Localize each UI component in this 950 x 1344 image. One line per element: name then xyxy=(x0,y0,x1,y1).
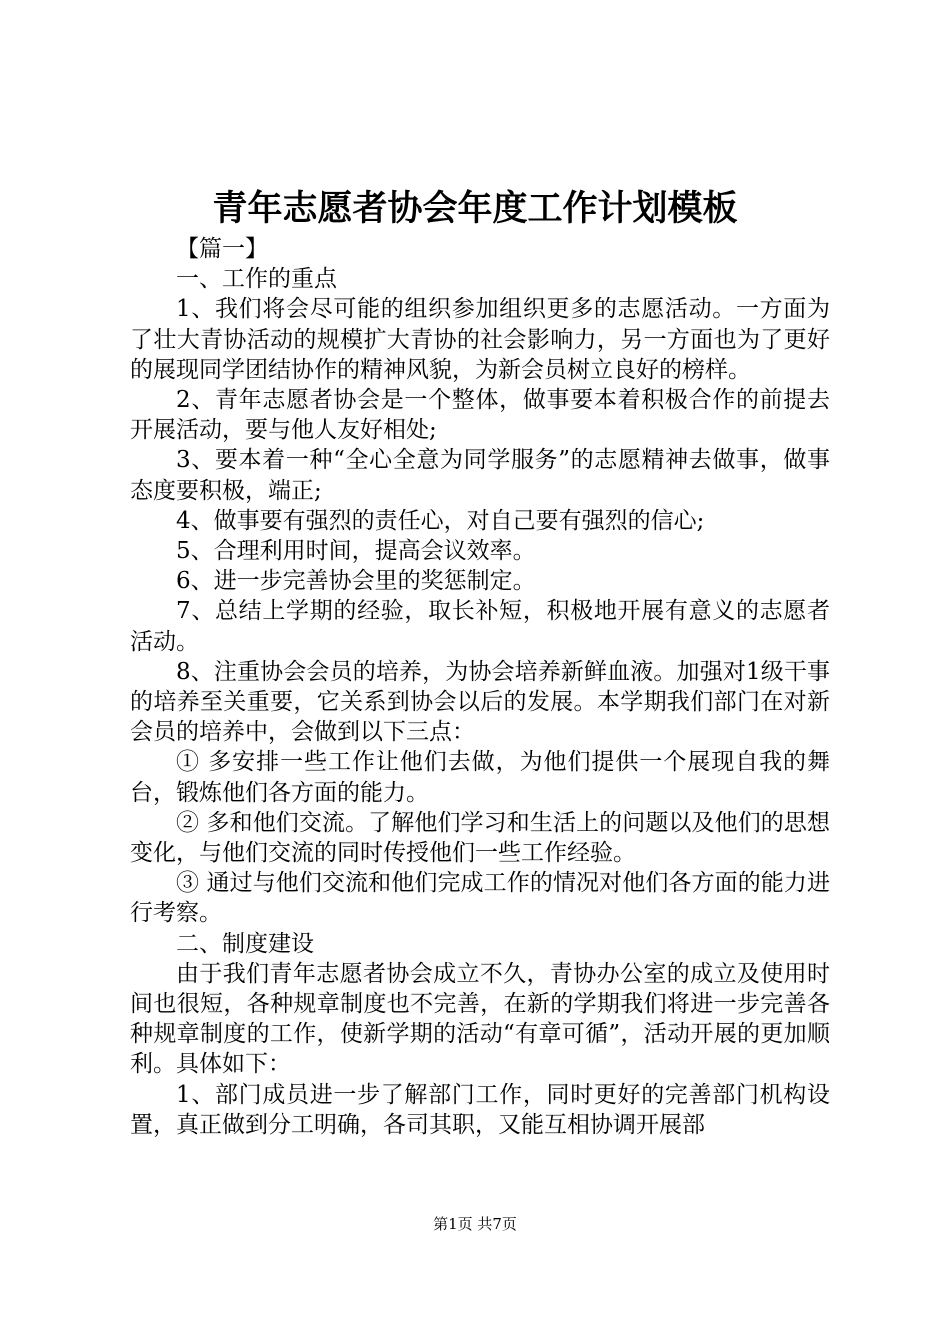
paragraph: ② 多和他们交流。了解他们学习和生活上的问题以及他们的思想变化，与他们交流的同时传授他们一些工作经验。 xyxy=(130,809,830,867)
paragraph: 3、要本着一种“全心全意为同学服务”的志愿精神去做事，做事态度要积极，端正; xyxy=(130,447,830,504)
page-number: 第1页 共7页 xyxy=(433,1215,517,1233)
paragraph: 5、合理利用时间，提高会议效率。 xyxy=(176,538,536,565)
section-heading: 一、工作的重点 xyxy=(176,266,337,293)
paragraph: ① 多安排一些工作让他们去做，为他们提供一个展现自我的舞台，锻炼他们各方面的能力。 xyxy=(130,749,830,806)
section-heading: 二、制度建设 xyxy=(176,930,314,957)
paragraph: 1、我们将会尽可能的组织参加组织更多的志愿活动。一方面为了壮大青协活动的规模扩大青协的社会影响力，另一方面也为了更好的展现同学团结协作的精神风貌，为新会员树立良好的榜样。 xyxy=(130,296,830,383)
paragraph: 8、注重协会会员的培养，为协会培养新鲜血液。加强对1级干事的培养至关重要，它关系到协会以后的发展。本学期我们部门在对新会员的培养中，会做到以下三点： xyxy=(130,658,830,746)
paragraph: 6、进一步完善协会里的奖惩制定。 xyxy=(176,568,536,595)
section-label: 【篇一】 xyxy=(176,236,268,262)
document-title: 青年志愿者协会年度工作计划模板 xyxy=(212,188,738,229)
paragraph: 7、总结上学期的经验，取长补短，积极地开展有意义的志愿者活动。 xyxy=(130,598,830,655)
paragraph: 1、部门成员进一步了解部门工作，同时更好的完善部门机构设置，真正做到分工明确，各司其职，又能互相协调开展部 xyxy=(130,1081,830,1138)
paragraph: 由于我们青年志愿者协会成立不久，青协办公室的成立及使用时间也很短，各种规章制度也不完善，在新的学期我们将进一步完善各种规章制度的工作，使新学期的活动“有章可循”，活动开展的更加顺利。具体如下： xyxy=(130,960,830,1078)
paragraph: 4、做事要有强烈的责任心，对自己要有强烈的信心; xyxy=(176,507,705,534)
document-body xyxy=(130,234,830,1140)
paragraph: ③ 通过与他们交流和他们完成工作的情况对他们各方面的能力进行考察。 xyxy=(130,870,830,927)
paragraph: 2、青年志愿者协会是一个整体，做事要本着积极合作的前提去开展活动，要与他人友好相处; xyxy=(130,387,830,444)
